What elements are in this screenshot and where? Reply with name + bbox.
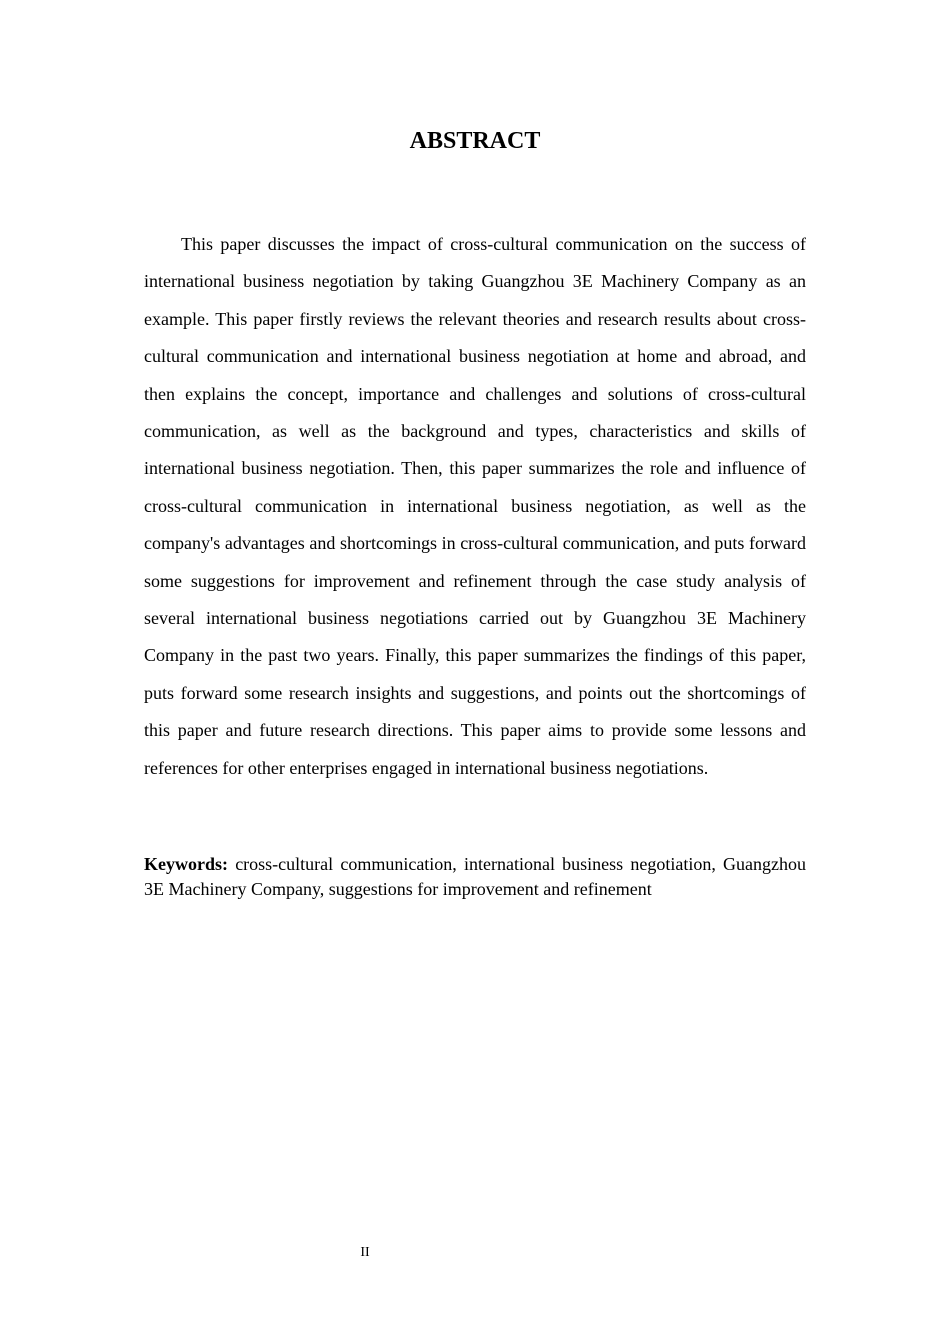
- keywords-text: cross-cultural communication, international business negotiation, Guangzhou 3E Machinery Company, suggestions for improvement and refinement: [144, 854, 806, 899]
- keywords-paragraph: [144, 852, 806, 902]
- page-number: II: [360, 1245, 370, 1260]
- keywords-label: Keywords:: [144, 854, 228, 874]
- abstract-title: ABSTRACT: [409, 128, 541, 154]
- abstract-body: This paper discusses the impact of cross-cultural communication on the success of international business negotiation by taking Guangzhou 3E Machinery Company as an example. This paper firstly reviews the relevant theories and research results about cross-cultural communication and international business negotiation at home and abroad, and then explains the concept, importance and challenges and solutions of cross-cultural communication, as well as the background and types, characteristics and skills of international business negotiation. Then, this paper summarizes the role and influence of cross-cultural communication in international business negotiation, as well as the company's advantages and shortcomings in cross-cultural communication, and puts forward some suggestions for improvement and refinement through the case study analysis of several international business negotiations carried out by Guangzhou 3E Machinery Company in the past two years. Finally, this paper summarizes the findings of this paper, puts forward some research insights and suggestions, and points out the shortcomings of this paper and future research directions. This paper aims to provide some lessons and references for other enterprises engaged in international business negotiations.: [144, 234, 806, 778]
